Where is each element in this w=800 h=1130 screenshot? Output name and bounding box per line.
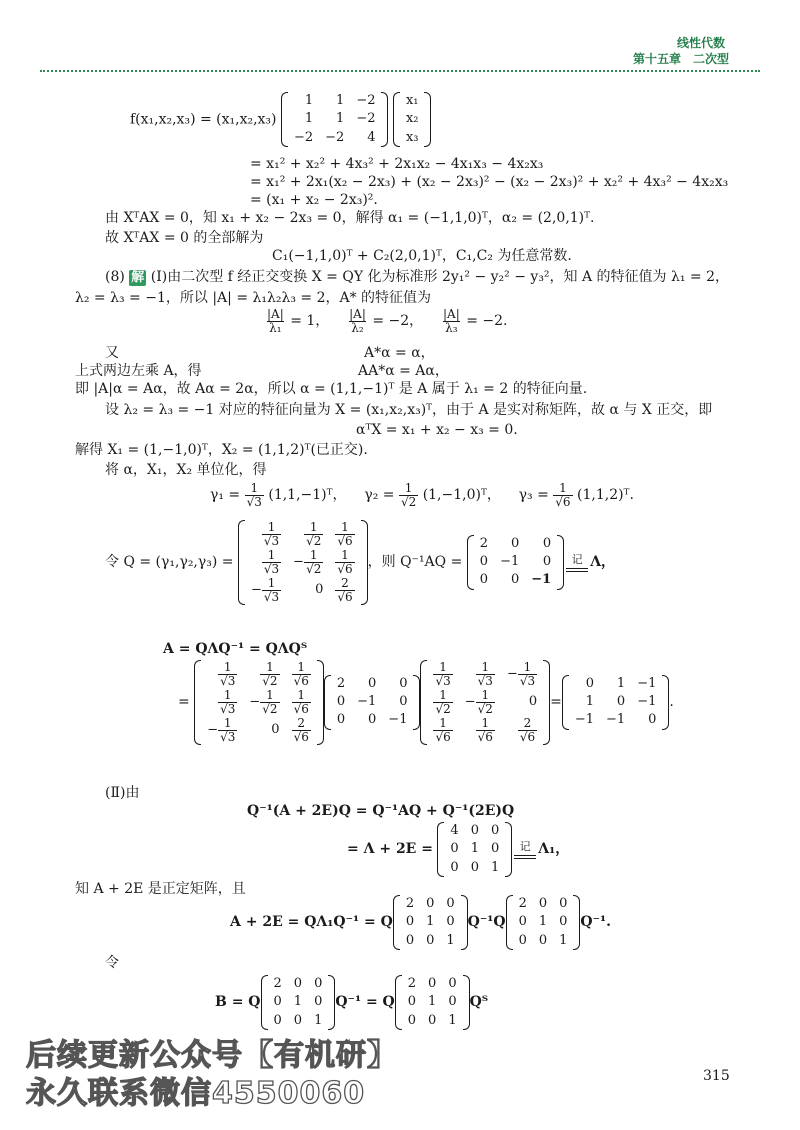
fraction: $\frac{1}{√2}$ — [435, 688, 451, 716]
matrix-cell: x₁ — [405, 93, 419, 108]
expansion-line-1: = x₁² + x₂² + 4x₃² + 2x₁x₂ − 4x₁x₃ − 4x₂x₃ — [250, 156, 544, 172]
fraction: $\frac{1}{√2}$ — [306, 548, 322, 576]
adj-eigen-values: $\frac{|A|}{\text{λ₁}}$ = 1， $\frac{|A|}{\text{λ₂}}$ = −2， $\frac{|A|}{\text{λ₃}}$ = −2. — [267, 307, 508, 335]
text-left-mult: 上式两边左乘 A，得 — [75, 363, 202, 379]
b-def-line: B = Q 2 0 0 0 1 0 0 0 1 Q⁻¹ = Q 2 0 0 0 1 0 0 0 1 Qᵀ — [215, 975, 488, 1030]
matrix-cell: −2 — [325, 129, 345, 145]
fraction: $\frac{1}{√3}$ — [435, 660, 451, 688]
adj-eq-2: AA*α = Aα， — [358, 363, 449, 379]
general-solution-intro: 故 XᵀAX = 0 的全部解为 — [105, 230, 264, 246]
fraction: $\frac{1}{√3}$ — [220, 660, 236, 688]
matrix-cell: 1 — [304, 93, 314, 108]
matrix-cell: x₂ — [405, 111, 419, 127]
expansion-line-2: = x₁² + 2x₁(x₂ − 2x₃) + (x₂ − 2x₃)² − (x₂ − 2x₃)² + x₂² + 4x₃² − 4x₂x₃ — [250, 174, 729, 190]
diag-matrix-a: 2 0 0 0 1 0 0 0 1 — [393, 895, 468, 950]
matrix-cell: x₃ — [405, 129, 419, 145]
fraction: $\frac{1}{√3}$ — [519, 660, 536, 688]
problem-8-line — [105, 269, 729, 287]
matrix-cell: 1 — [336, 111, 345, 127]
fraction: $\frac{|A|}{\text{λ₃}}$ — [442, 307, 460, 335]
x-vector — [393, 92, 432, 147]
problem-number: (8) — [105, 269, 125, 285]
header-chapter: 第十五章 二次型 — [633, 52, 730, 66]
fraction: $\frac{|A|}{\text{λ₁}}$ — [267, 307, 284, 335]
a-decomposition: A = QΛQ⁻¹ = QΛQᵀ — [163, 641, 308, 657]
product-line: = $\frac{1}{√3}$ $\frac{1}{√2}$ $\frac{1}{√6}$ $\frac{1}{√3}$ − $\frac{1}{√2}$ $\frac{1}{√6}$ − $\frac{1}{√3}$ 0 $\frac{2}{√6}$ 2 0 0 0 −1 0 0 0 −1 $\frac{1}{√3}$ $\frac{1}{√3}$ − $\frac{1}{√3}$ $\frac{1}{√2}$ − $\frac{1}{√2}$ 0 $\frac{1}{√6}$ $\frac{1}{√6}$ $\frac{2}{√6}$ = 0 1 −1 1 0 −1 −1 −1 0 . — [178, 660, 674, 744]
fraction: $\frac{1}{√2}$ — [400, 481, 417, 509]
matrix-cell: 1 — [304, 111, 314, 127]
let-label: 令 — [105, 955, 119, 971]
fraction: $\frac{1}{√3}$ — [263, 548, 280, 576]
adj-eq-1: A*α = α， — [364, 345, 435, 361]
gamma-line: γ₁ = $\frac{1}{√3}$ (1,1,−1)ᵀ， γ₂ = $\frac{1}{√2}$ (1,−1,0)ᵀ， γ₃ = $\frac{1}{√6}$ (1,1,2)ᵀ. — [210, 481, 634, 509]
result-matrix: 0 1 −1 1 0 −1 −1 −1 0 — [562, 675, 670, 730]
fraction: $\frac{|A|}{\text{λ₂}}$ — [349, 307, 366, 335]
positive-definite-line: 知 A + 2E 是正定矩阵，且 — [75, 881, 246, 897]
matrix-cell: −2 — [356, 93, 376, 108]
solution-line: 由 XᵀAX = 0，知 x₁ + x₂ − 2x₃ = 0，解得 α₁ = (−1,1,0)ᵀ，α₂ = (2,0,1)ᵀ. — [105, 210, 595, 226]
quad-form-lhs: f(x₁,x₂,x₃) = (x₁,x₂,x₃) — [130, 111, 277, 128]
page-number: 315 — [703, 1068, 730, 1084]
eigen-line: λ₂ = λ₃ = −1，所以 |A| = λ₁λ₂λ₃ = 2，A* 的特征值为 — [75, 290, 432, 306]
fraction: $\frac{1}{√3}$ — [263, 520, 280, 548]
a-plus-2e-line: A + 2E = QΛ₁Q⁻¹ = Q 2 0 0 0 1 0 0 0 1 Q⁻¹Q 2 0 0 0 1 0 0 0 1 Q⁻¹. — [230, 895, 611, 950]
part-2-eq: Q⁻¹(A + 2E)Q = Q⁻¹AQ + Q⁻¹(2E)Q — [247, 803, 515, 819]
matrix-cell: 1 — [336, 93, 345, 108]
fraction: $\frac{1}{√6}$ — [555, 481, 571, 509]
header-divider — [40, 70, 760, 72]
fraction: $\frac{1}{√2}$ — [262, 688, 278, 716]
problem-8-text: (Ⅰ)由二次型 f 经正交变换 X = QY 化为标准形 2y₁² − y₂² − y₃²，知 A 的特征值为 λ₁ = 2， — [150, 269, 730, 285]
matrix-cell: 4 — [367, 129, 376, 145]
diag-matrix-b: 2 0 0 0 1 0 0 0 1 — [506, 895, 581, 950]
fraction: $\frac{1}{√2}$ — [477, 688, 493, 716]
expansion-line-3: = (x₁ + x₂ − 2x₃)². — [250, 192, 378, 208]
eigenvector-line: 即 |A|α = Aα，故 Aα = 2α，所以 α = (1,1,−1)ᵀ 是 A 属于 λ₁ = 2 的特征向量. — [75, 381, 588, 397]
fraction: $\frac{1}{√3}$ — [477, 660, 493, 688]
orthogonal-eq: αᵀX = x₁ + x₂ − x₃ = 0. — [356, 422, 518, 438]
q-matrix-line: 令 Q = (γ₁,γ₂,γ₃) = $\frac{1}{√3}$ $\frac{1}{√2}$ $\frac{1}{√6}$ $\frac{1}{√3}$ − $\frac{1}{√2}$ $\frac{1}{√6}$ − $\frac{1}{√3}$ 0 $\frac{2}{√6}$ ，则 Q⁻¹AQ = 2 0 0 0 −1 0 0 0 −1 记 Λ， — [105, 520, 616, 604]
q-matrix-2: $\frac{1}{√3}$ $\frac{1}{√2}$ $\frac{1}{√6}$ $\frac{1}{√3}$ − $\frac{1}{√2}$ $\frac{1}{√6}$ − $\frac{1}{√3}$ 0 $\frac{2}{√6}$ — [194, 660, 324, 745]
diag-matrix-d: 2 0 0 0 1 0 0 0 1 — [395, 975, 470, 1030]
matrix-cell: −2 — [356, 111, 376, 127]
watermark-line-1: 后续更新公众号【有机研】 — [26, 1038, 398, 1073]
quad-form-line — [130, 92, 431, 147]
fraction: $\frac{1}{√6}$ — [293, 660, 309, 688]
matrix-cell: −2 — [293, 129, 314, 145]
fraction: $\frac{1}{√6}$ — [477, 716, 493, 744]
solution-badge: 解 — [131, 270, 145, 285]
fraction: $\frac{1}{√6}$ — [337, 548, 353, 576]
fraction: $\frac{2}{√6}$ — [519, 716, 536, 744]
fraction: $\frac{1}{√3}$ — [220, 688, 236, 716]
fraction: $\frac{1}{√3}$ — [263, 576, 280, 604]
lambda1-matrix: 4 0 0 0 1 0 0 0 1 — [437, 822, 512, 877]
diag-matrix-c: 2 0 0 0 1 0 0 0 1 — [261, 975, 336, 1030]
lambda1-line: = Λ + 2E = 4 0 0 0 1 0 0 0 1 记 Λ₁， — [347, 822, 569, 877]
lambda-matrix: 2 0 0 0 −1 0 0 0 −1 — [467, 535, 564, 590]
watermark-line-2: 永久联系微信4550060 — [26, 1076, 366, 1111]
lambda-matrix-2: 2 0 0 0 −1 0 0 0 −1 — [324, 675, 421, 730]
fraction: $\frac{1}{√6}$ — [435, 716, 451, 744]
normalize-line: 将 α，X₁，X₂ 单位化，得 — [105, 462, 267, 478]
fraction: $\frac{2}{√6}$ — [293, 716, 309, 744]
part-2-label: (Ⅱ)由 — [105, 785, 140, 801]
ji-label: 记 — [571, 552, 583, 566]
fraction: $\frac{1}{√3}$ — [246, 481, 262, 509]
q-transpose-matrix: $\frac{1}{√3}$ $\frac{1}{√3}$ − $\frac{1}{√3}$ $\frac{1}{√2}$ − $\frac{1}{√2}$ 0 $\frac{1}{√6}$ $\frac{1}{√6}$ $\frac{2}{√6}$ — [420, 660, 550, 745]
fraction: $\frac{1}{√2}$ — [262, 660, 278, 688]
fraction: $\frac{2}{√6}$ — [337, 576, 353, 604]
fraction: $\frac{1}{√3}$ — [220, 716, 236, 744]
orthogonal-line: 设 λ₂ = λ₃ = −1 对应的特征向量为 X = (x₁,x₂,x₃)ᵀ，由于 A 是实对称矩阵，故 α 与 X 正交，即 — [105, 402, 713, 418]
fraction: $\frac{1}{√2}$ — [306, 520, 322, 548]
ji-label-2: 记 — [519, 840, 531, 853]
solve-line: 解得 X₁ = (1,−1,0)ᵀ，X₂ = (1,1,2)ᵀ(已正交). — [75, 442, 368, 458]
text-you: 又 — [105, 345, 119, 361]
header-subject: 线性代数 — [677, 36, 726, 50]
fraction: $\frac{1}{√6}$ — [337, 520, 353, 548]
quad-matrix — [281, 92, 389, 147]
fraction: $\frac{1}{√6}$ — [293, 688, 309, 716]
general-solution: C₁(−1,1,0)ᵀ + C₂(2,0,1)ᵀ，C₁,C₂ 为任意常数. — [272, 248, 572, 264]
q-matrix: $\frac{1}{√3}$ $\frac{1}{√2}$ $\frac{1}{√6}$ $\frac{1}{√3}$ − $\frac{1}{√2}$ $\frac{1}{√6}$ − $\frac{1}{√3}$ 0 $\frac{2}{√6}$ — [238, 520, 368, 605]
